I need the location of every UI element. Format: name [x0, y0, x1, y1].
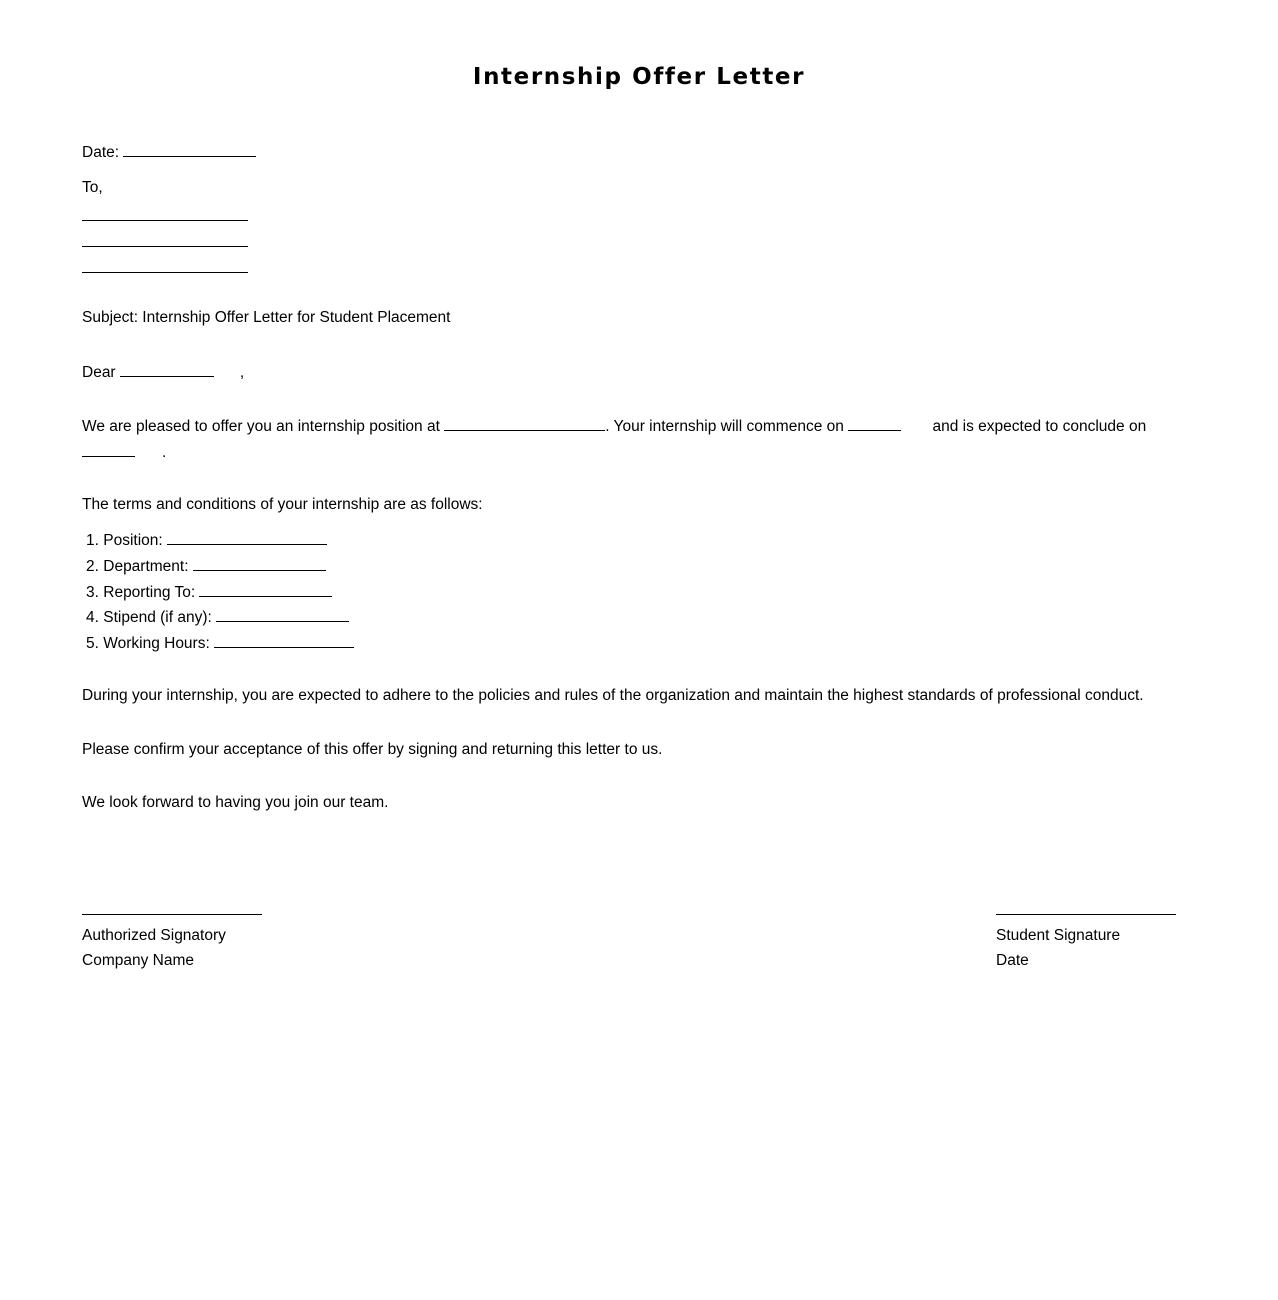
recipient-name-blank [120, 362, 214, 377]
term-label: Working Hours: [103, 635, 210, 652]
end-date-blank [82, 442, 135, 457]
salutation-comma: , [239, 364, 245, 381]
intro-part-2: . Your internship will commence on [605, 418, 844, 435]
student-signature-line [996, 914, 1176, 915]
student-signature-label: Student Signature [996, 927, 1121, 944]
salutation-prefix: Dear [82, 364, 116, 381]
date-line [82, 142, 256, 163]
term-item-department [86, 556, 326, 577]
intro-part-4: . [162, 444, 167, 461]
reporting-to-blank [199, 582, 332, 597]
term-item-stipend [86, 607, 349, 628]
company-name-label: Company Name [82, 952, 194, 969]
term-number: 4. [86, 609, 99, 626]
date-label: Date: [82, 144, 120, 161]
page-title: Internship Offer Letter [472, 64, 806, 90]
terms-heading: The terms and conditions of your internship are as follows: [82, 496, 483, 513]
address-line-2-blank [82, 246, 248, 247]
term-item-working-hours [86, 633, 354, 654]
term-label: Position: [103, 532, 163, 549]
start-date-blank [848, 416, 901, 431]
term-label: Stipend (if any): [103, 609, 212, 626]
term-item-position [86, 530, 327, 551]
address-line-3-blank [82, 272, 248, 273]
confirm-paragraph: Please confirm your acceptance of this offer by signing and returning this letter to us. [82, 741, 663, 758]
company-name-blank [444, 416, 605, 431]
working-hours-blank [214, 633, 354, 648]
student-signature-block [996, 914, 1176, 976]
intro-paragraph-line-2 [82, 442, 166, 463]
company-signature-block [82, 914, 262, 976]
term-number: 2. [86, 558, 99, 575]
term-number: 1. [86, 532, 99, 549]
term-label: Department: [103, 558, 189, 575]
to-label: To, [82, 179, 103, 196]
conduct-paragraph: During your internship, you are expected to adhere to the policies and rules of the organization and maintain the highest standards of professional conduct. [82, 687, 1144, 704]
term-label: Reporting To: [103, 584, 196, 601]
term-number: 3. [86, 584, 99, 601]
stipend-blank [216, 607, 349, 622]
position-blank [167, 530, 327, 545]
term-item-reporting-to [86, 582, 332, 603]
date-blank [123, 142, 256, 157]
intro-part-1: We are pleased to offer you an internship position at [82, 418, 440, 435]
subject-line: Subject: Internship Offer Letter for Student Placement [82, 309, 451, 326]
address-line-1-blank [82, 220, 248, 221]
closing-paragraph: We look forward to having you join our team. [82, 794, 389, 811]
company-signature-line [82, 914, 262, 915]
salutation-line [82, 362, 244, 383]
authorized-signatory-label: Authorized Signatory [82, 927, 226, 944]
intro-part-3: and is expected to conclude on [932, 418, 1147, 435]
term-number: 5. [86, 635, 99, 652]
student-date-label: Date [996, 952, 1029, 969]
intro-paragraph-line-1 [82, 416, 1146, 437]
department-blank [193, 556, 326, 571]
